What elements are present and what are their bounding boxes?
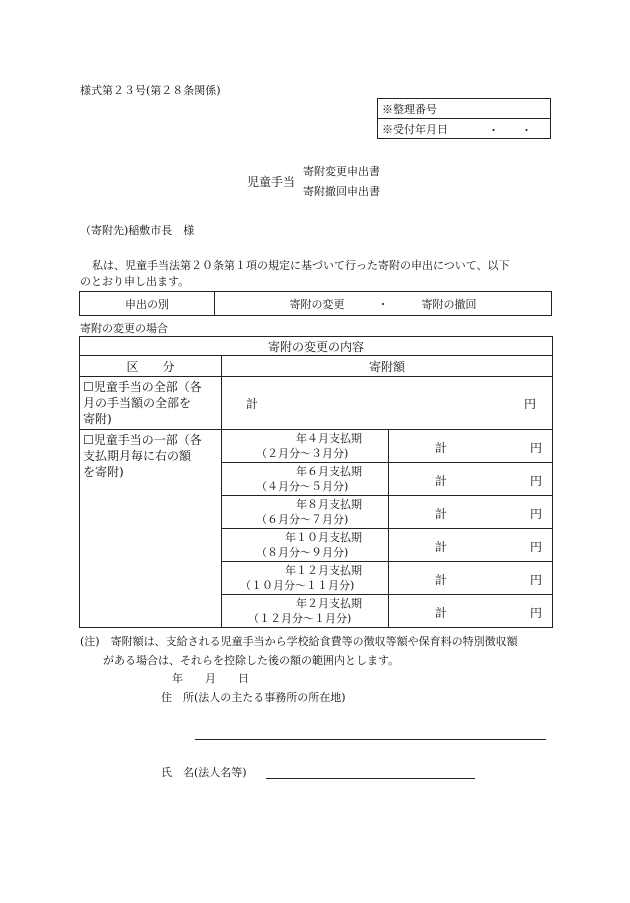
period-amount-field[interactable]: 計 円 bbox=[389, 463, 553, 496]
period-cell: 年６月支払期 （４月分～５月分) bbox=[222, 463, 389, 496]
request-type-label: 申出の別 bbox=[80, 292, 215, 316]
name-label: 氏 名(法人名等) bbox=[161, 766, 247, 779]
period-amount-field[interactable]: 計 円 bbox=[389, 595, 553, 628]
ref-number-label: ※整理番号 bbox=[382, 102, 437, 116]
change-table-header: 寄附の変更の内容 bbox=[80, 337, 553, 356]
intro-line1: 私は、児童手当法第２０条第１項の規定に基づいて行った寄附の申出について、以下 bbox=[92, 259, 510, 272]
form-number: 様式第２３号(第２８条関係) bbox=[80, 84, 221, 97]
ref-number-field[interactable] bbox=[378, 99, 551, 119]
name-signature-line[interactable] bbox=[266, 778, 475, 779]
option-withdraw[interactable]: 寄附の撤回 bbox=[421, 297, 477, 311]
period-amount-field[interactable]: 計 円 bbox=[389, 529, 553, 562]
addressee: （寄附先)稲敷市長 様 bbox=[80, 224, 195, 237]
received-date-label: ※受付年月日 bbox=[382, 122, 448, 136]
period-cell: 年４月支払期 （２月分～３月分) bbox=[222, 430, 389, 463]
part-option[interactable]: ☐児童手当の一部（各 支払期月毎に右の額 を寄附) bbox=[80, 430, 222, 628]
note-line1: (注) 寄附額は、支給される児童手当から学校給食費等の徴収等額や保育料の特別徴収額 bbox=[80, 635, 518, 648]
change-details-table bbox=[79, 336, 553, 628]
all-amount-field[interactable] bbox=[222, 377, 553, 430]
request-type-table bbox=[79, 291, 552, 316]
all-yen: 円 bbox=[524, 397, 537, 411]
note-line2: がある場合は、それらを控除した後の額の範囲内とします。 bbox=[103, 654, 400, 667]
period-cell: 年８月支払期 （６月分～７月分) bbox=[222, 496, 389, 529]
title-line1: 寄附変更申出書 bbox=[303, 165, 380, 178]
title-prefix: 児童手当 bbox=[247, 175, 296, 189]
office-use-box bbox=[377, 98, 551, 139]
title-line2: 寄附撤回申出書 bbox=[303, 185, 380, 198]
option-separator: ・ bbox=[377, 297, 389, 311]
period-amount-field[interactable]: 計 円 bbox=[389, 430, 553, 463]
date-line: 年 月 日 bbox=[172, 672, 249, 685]
all-option[interactable]: ☐児童手当の全部（各 月の手当額の全部を 寄附) bbox=[80, 377, 222, 430]
intro-line2: のとおり申し出ます。 bbox=[80, 275, 190, 288]
change-section-label: 寄附の変更の場合 bbox=[80, 322, 168, 335]
period-cell: 年１２月支払期 （１０月分～１１月分) bbox=[222, 562, 389, 595]
period-cell: 年２月支払期 （１２月分～１月分) bbox=[222, 595, 389, 628]
col-category: 区 分 bbox=[80, 356, 222, 377]
period-amount-field[interactable]: 計 円 bbox=[389, 562, 553, 595]
option-change[interactable]: 寄附の変更 bbox=[289, 297, 345, 311]
col-amount: 寄附額 bbox=[222, 356, 553, 377]
all-total-label: 計 bbox=[246, 397, 259, 411]
period-amount-field[interactable]: 計 円 bbox=[389, 496, 553, 529]
received-date-dots: ・ ・ bbox=[488, 124, 532, 137]
address-signature-line[interactable] bbox=[195, 739, 546, 740]
period-cell: 年１０月支払期 （８月分～９月分) bbox=[222, 529, 389, 562]
address-label: 住 所(法人の主たる事務所の所在地) bbox=[161, 691, 346, 704]
received-date-field[interactable] bbox=[378, 119, 551, 139]
